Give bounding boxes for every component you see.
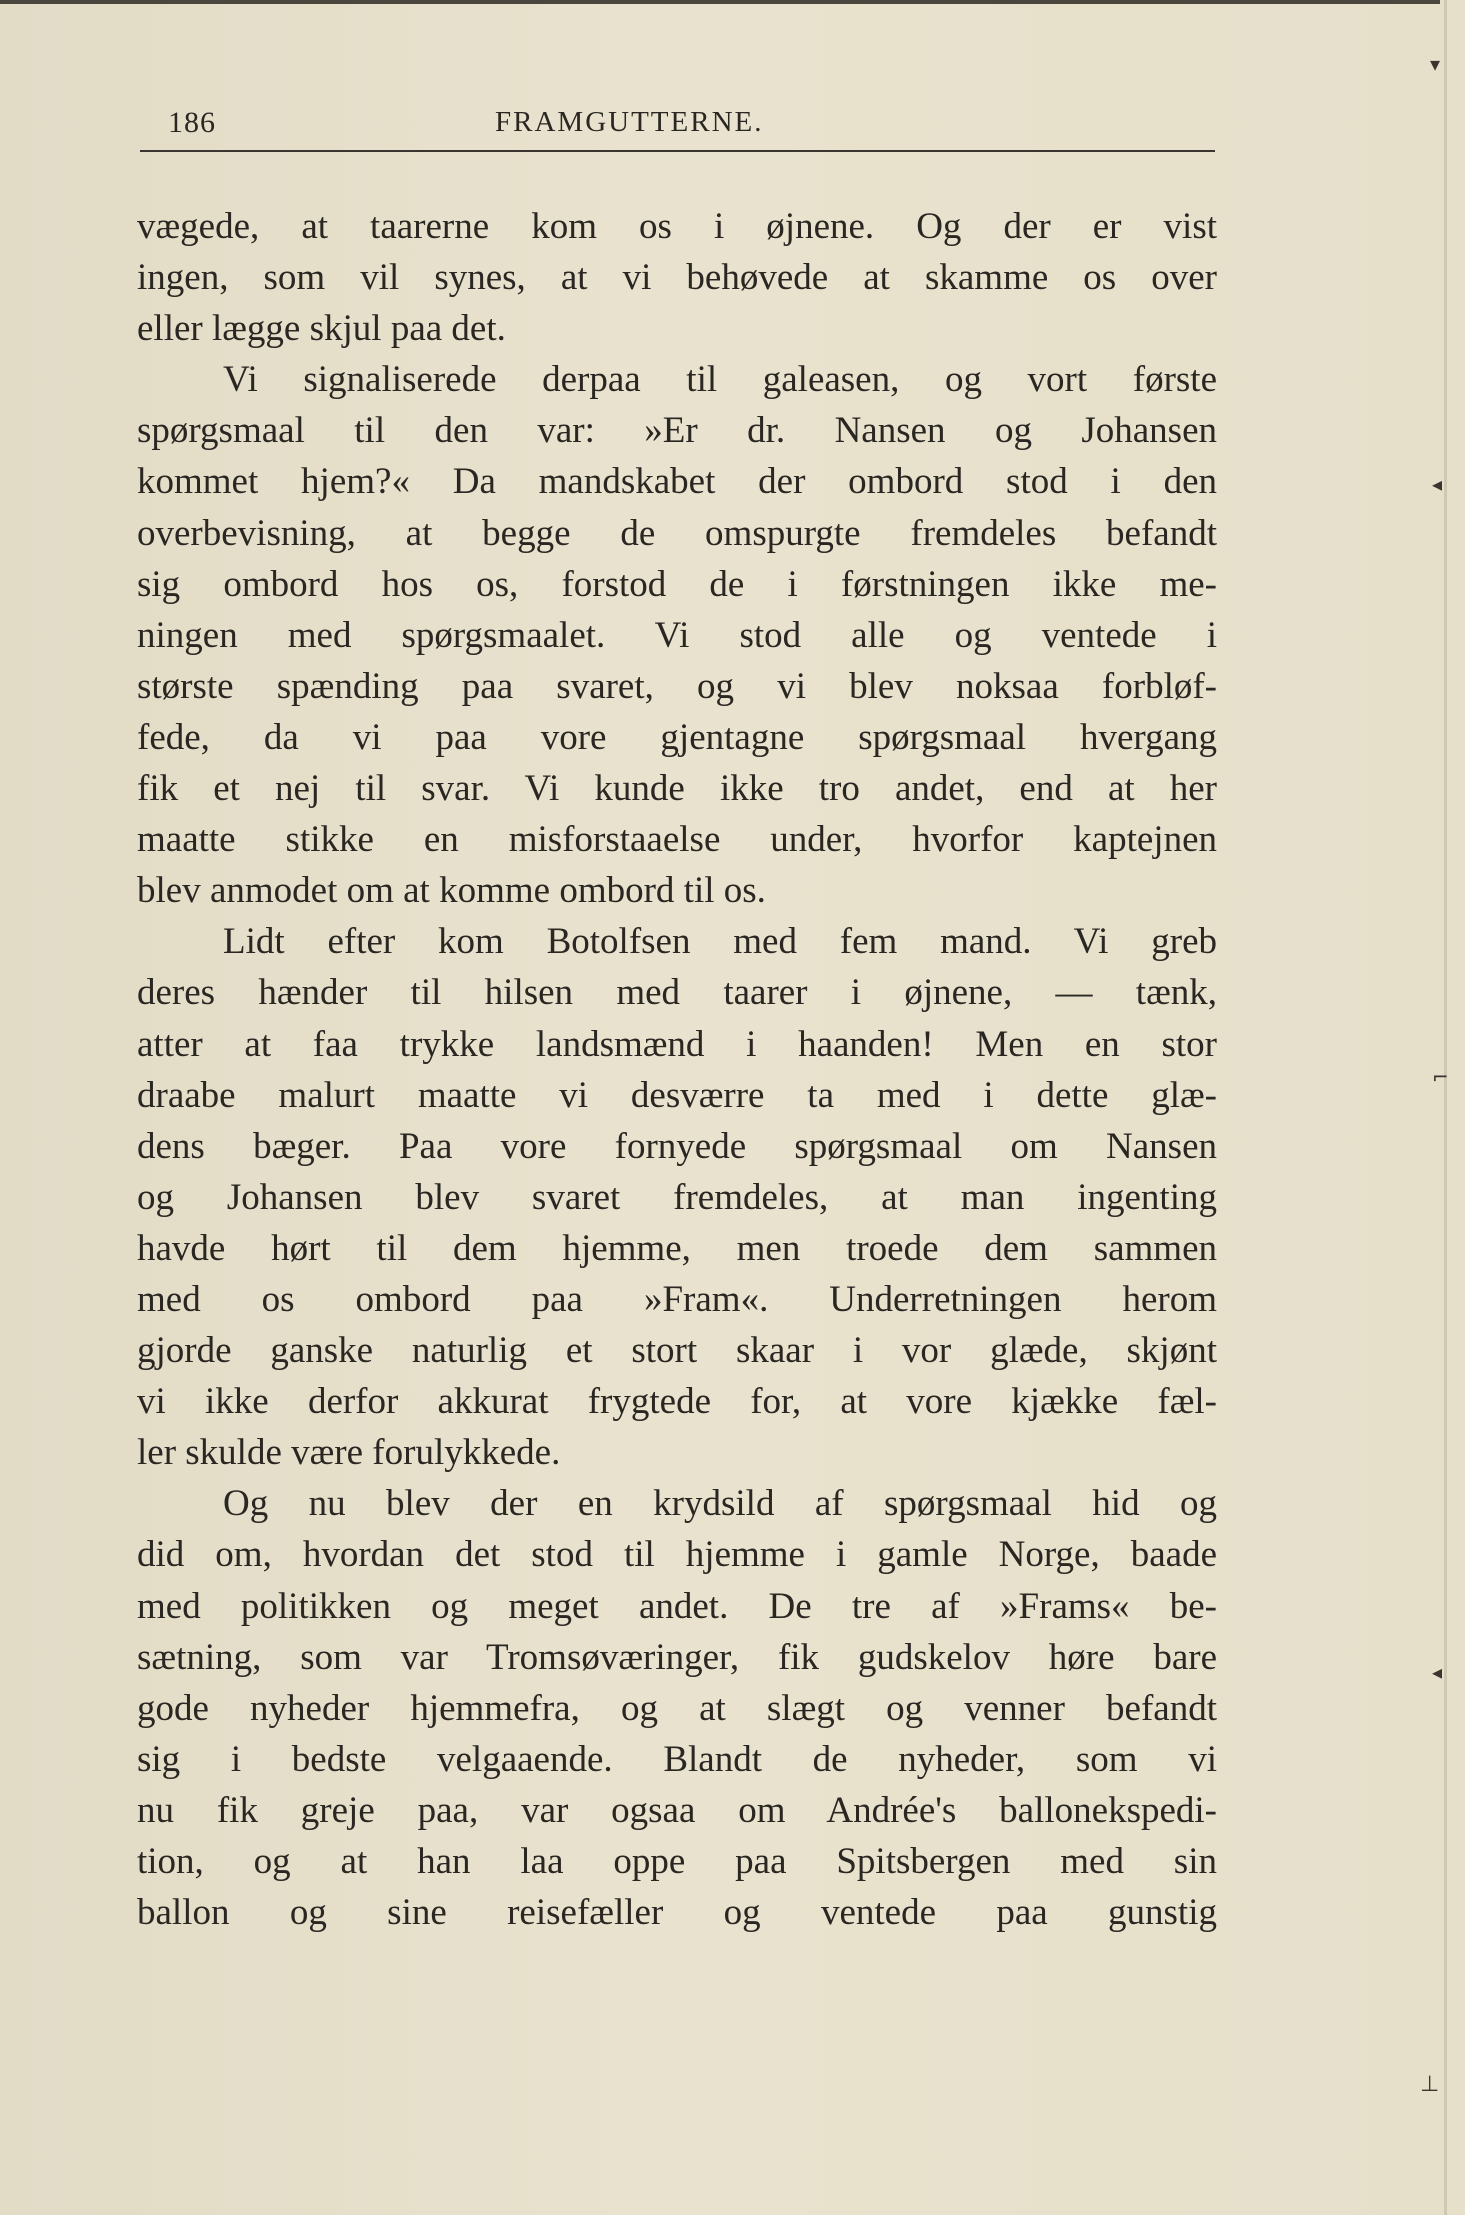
text-line: gjorde ganske naturlig et stort skaar i vor glæde, skjønt (137, 1330, 1217, 1372)
text-line: med os ombord paa »Fram«. Underretningen herom (137, 1278, 1217, 1320)
text-line: did om, hvordan det stod til hjemme i gamle Norge, baade (137, 1534, 1217, 1576)
text-line: spørgsmaal til den var: »Er dr. Nansen og Johansen (137, 410, 1217, 452)
text-line: maatte stikke en misforstaaelse under, hvorfor kaptejnen (137, 819, 1217, 861)
text-line: fik et nej til svar. Vi kunde ikke tro andet, end at her (137, 768, 1217, 810)
page-header (140, 98, 1215, 152)
text-line: nu fik greje paa, var ogsaa om Andrée's ballonekspedi- (137, 1789, 1217, 1831)
text-line: tion, og at han laa oppe paa Spitsbergen med sin (137, 1841, 1217, 1882)
text-line: vi ikke derfor akkurat frygtede for, at vore kjække fæl- (137, 1381, 1217, 1423)
text-line: draabe malurt maatte vi desværre ta med i dette glæ- (137, 1074, 1217, 1116)
text-line: fede, da vi paa vore gjentagne spørgsmaal hvergang (137, 716, 1217, 758)
page-number: 186 (168, 106, 216, 139)
text-line: sætning, som var Tromsøværinger, fik gudskelov høre bare (137, 1636, 1217, 1678)
text-line: og Johansen blev svaret fremdeles, at man ingenting (137, 1176, 1217, 1218)
page-right-edge (1444, 0, 1447, 2215)
text-line: kommet hjem?« Da mandskabet der ombord stod i den (137, 461, 1217, 503)
margin-mark: ◂ (1432, 1660, 1443, 1684)
text-line: overbevisning, at begge de omspurgte fremdeles befandt (137, 512, 1217, 554)
body-text (137, 201, 1217, 1938)
text-line: sig i bedste velgaaende. Blandt de nyheder, som vi (137, 1738, 1217, 1780)
text-line: ningen med spørgsmaalet. Vi stod alle og ventede i (137, 614, 1217, 656)
text-line: eller lægge skjul paa det. (137, 308, 506, 350)
text-line: ler skulde være forulykkede. (137, 1432, 561, 1474)
text-line: med politikken og meget andet. De tre af »Frams« be- (137, 1585, 1217, 1627)
margin-mark: ⌐ (1432, 1065, 1449, 1089)
text-line: vægede, at taarerne kom os i øjnene. Og der er vist (137, 206, 1217, 247)
text-line: ballon og sine reisefæller og ventede paa gunstig (137, 1892, 1217, 1934)
text-line: atter at faa trykke landsmænd i haanden! Men en stor (137, 1023, 1217, 1065)
text-line: Lidt efter kom Botolfsen med fem mand. Vi greb (223, 921, 1217, 963)
margin-mark: ▾ (1430, 52, 1441, 76)
text-line: blev anmodet om at komme ombord til os. (137, 870, 766, 912)
text-line: deres hænder til hilsen med taarer i øjnene, — tænk, (137, 972, 1217, 1014)
text-line: Vi signaliserede derpaa til galeasen, og vort første (223, 359, 1217, 401)
text-line: gode nyheder hjemmefra, og at slægt og venner befandt (137, 1687, 1217, 1729)
text-line: Og nu blev der en krydsild af spørgsmaal hid og (223, 1483, 1217, 1525)
text-line: sig ombord hos os, forstod de i førstningen ikke me- (137, 563, 1217, 605)
text-line: ingen, som vil synes, at vi behøvede at skamme os over (137, 257, 1217, 299)
text-line: dens bæger. Paa vore fornyede spørgsmaal om Nansen (137, 1125, 1217, 1167)
margin-mark: ⊥ (1420, 2072, 1440, 2097)
margin-mark: ◂ (1432, 472, 1443, 496)
running-title: FRAMGUTTERNE. (495, 106, 764, 138)
page-top-edge (0, 0, 1440, 4)
text-line: havde hørt til dem hjemme, men troede dem sammen (137, 1227, 1217, 1269)
text-line: største spænding paa svaret, og vi blev noksaa forbløf- (137, 665, 1217, 707)
